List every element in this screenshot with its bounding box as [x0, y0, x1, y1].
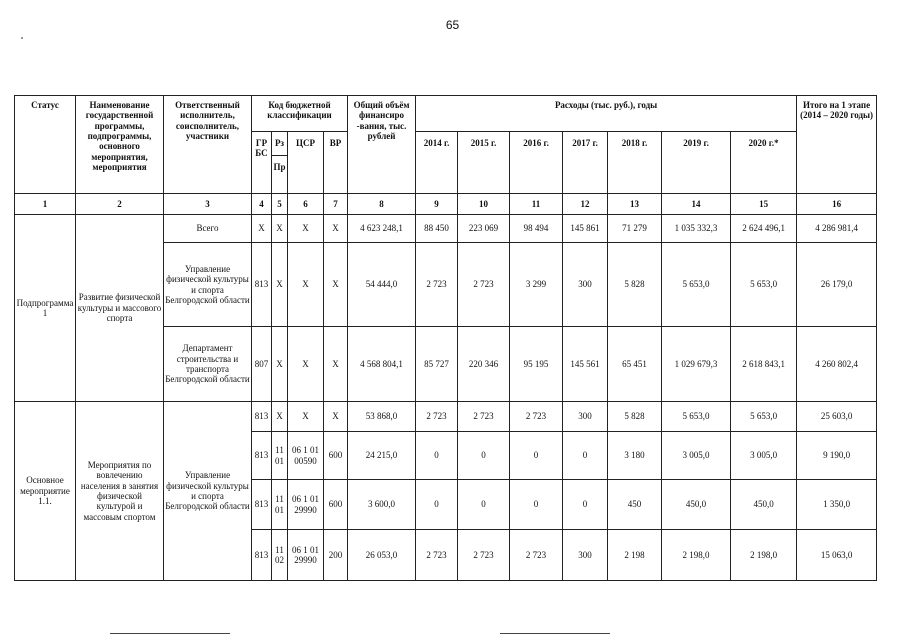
col-num: 11: [510, 194, 563, 215]
col-num: 12: [563, 194, 608, 215]
year-cell: 2 198,0: [662, 530, 731, 581]
grbs-cell: 807: [252, 327, 272, 402]
scan-speck: [21, 37, 23, 39]
year-cell: 3 005,0: [662, 432, 731, 480]
csr-cell: Х: [288, 215, 324, 243]
year-cell: 220 346: [458, 327, 510, 402]
header-name: Наименование государственной программы, подпрограммы, основного мероприятия, мероприятия: [76, 96, 164, 194]
header-year-2015: 2015 г.: [458, 132, 510, 194]
year-cell: 145 861: [563, 215, 608, 243]
year-cell: 300: [563, 243, 608, 327]
total-cell: 4 623 248,1: [348, 215, 416, 243]
csr-cell: 06 1 01 29990: [288, 530, 324, 581]
col-num: 4: [252, 194, 272, 215]
stage-total-cell: 25 603,0: [797, 402, 877, 432]
header-year-2020: 2020 г.*: [731, 132, 797, 194]
year-cell: 2 723: [416, 402, 458, 432]
status-cell: Подпрограмма 1: [15, 215, 76, 402]
footer-rule: [110, 633, 230, 634]
total-cell: 24 215,0: [348, 432, 416, 480]
rz-cell: Х: [272, 243, 288, 327]
col-num: 16: [797, 194, 877, 215]
col-num: 9: [416, 194, 458, 215]
grbs-cell: Х: [252, 215, 272, 243]
header-total: Общий объём финансиро -вания, тыс. рублей: [348, 96, 416, 194]
col-num: 2: [76, 194, 164, 215]
year-cell: 88 450: [416, 215, 458, 243]
year-cell: 0: [458, 432, 510, 480]
rz-cell: Х: [272, 215, 288, 243]
year-cell: 2 198: [608, 530, 662, 581]
vr-cell: Х: [324, 327, 348, 402]
year-cell: 0: [563, 432, 608, 480]
page-number: 65: [445, 18, 460, 32]
csr-cell: Х: [288, 243, 324, 327]
header-expenses: Расходы (тыс. руб.), годы: [416, 96, 797, 132]
vr-cell: 600: [324, 432, 348, 480]
year-cell: 223 069: [458, 215, 510, 243]
grbs-cell: 813: [252, 432, 272, 480]
year-cell: 5 653,0: [662, 243, 731, 327]
header-vr: ВР: [324, 132, 348, 194]
stage-total-cell: 15 063,0: [797, 530, 877, 581]
rz-cell: Х: [272, 402, 288, 432]
year-cell: 3 299: [510, 243, 563, 327]
year-cell: 2 723: [458, 530, 510, 581]
table-row: [15, 402, 877, 432]
total-cell: 4 568 804,1: [348, 327, 416, 402]
year-cell: 2 723: [510, 402, 563, 432]
year-cell: 1 035 332,3: [662, 215, 731, 243]
table-row: [15, 215, 877, 243]
total-cell: 53 868,0: [348, 402, 416, 432]
header-rz: Рз: [272, 132, 288, 156]
grbs-cell: 813: [252, 530, 272, 581]
grbs-cell: 813: [252, 402, 272, 432]
year-cell: 450,0: [662, 480, 731, 530]
col-num: 7: [324, 194, 348, 215]
year-cell: 5 828: [608, 402, 662, 432]
header-year-2014: 2014 г.: [416, 132, 458, 194]
year-cell: 0: [510, 432, 563, 480]
year-cell: 2 624 496,1: [731, 215, 797, 243]
year-cell: 2 723: [458, 402, 510, 432]
header-year-2018: 2018 г.: [608, 132, 662, 194]
header-budget-code: Код бюджетной классификации: [252, 96, 348, 132]
year-cell: 98 494: [510, 215, 563, 243]
header-pr: Пр: [272, 156, 288, 194]
year-cell: 145 561: [563, 327, 608, 402]
header-stage-total: Итого на 1 этапе (2014 – 2020 годы): [797, 96, 877, 194]
col-num: 6: [288, 194, 324, 215]
header-csr: ЦСР: [288, 132, 324, 194]
year-cell: 2 198,0: [731, 530, 797, 581]
vr-cell: Х: [324, 402, 348, 432]
header-year-2017: 2017 г.: [563, 132, 608, 194]
name-cell: Мероприятия по вовлечению населения в занятия физической культурой и массовым спортом: [76, 402, 164, 581]
year-cell: 2 723: [458, 243, 510, 327]
csr-cell: Х: [288, 402, 324, 432]
rz-cell: 11 01: [272, 480, 288, 530]
year-cell: 3 180: [608, 432, 662, 480]
year-cell: 450,0: [731, 480, 797, 530]
year-cell: 5 828: [608, 243, 662, 327]
csr-cell: 06 1 01 00590: [288, 432, 324, 480]
year-cell: 0: [510, 480, 563, 530]
rz-cell: Х: [272, 327, 288, 402]
col-num: 8: [348, 194, 416, 215]
vr-cell: Х: [324, 243, 348, 327]
stage-total-cell: 4 286 981,4: [797, 215, 877, 243]
budget-table: [14, 95, 877, 581]
rz-cell: 11 02: [272, 530, 288, 581]
responsible-cell: Управление физической культуры и спорта Белгородской области: [164, 243, 252, 327]
total-cell: 54 444,0: [348, 243, 416, 327]
year-cell: 450: [608, 480, 662, 530]
year-cell: 0: [416, 432, 458, 480]
header-year-2016: 2016 г.: [510, 132, 563, 194]
stage-total-cell: 9 190,0: [797, 432, 877, 480]
col-num: 5: [272, 194, 288, 215]
responsible-cell: Управление физической культуры и спорта Белгородской области: [164, 402, 252, 581]
year-cell: 2 618 843,1: [731, 327, 797, 402]
vr-cell: 200: [324, 530, 348, 581]
year-cell: 5 653,0: [662, 402, 731, 432]
year-cell: 5 653,0: [731, 402, 797, 432]
year-cell: 0: [563, 480, 608, 530]
stage-total-cell: 26 179,0: [797, 243, 877, 327]
header-grbs: ГР БС: [252, 132, 272, 194]
footer-rule: [500, 633, 610, 634]
year-cell: 71 279: [608, 215, 662, 243]
year-cell: 0: [416, 480, 458, 530]
column-number-row: [15, 194, 877, 215]
header-status: Статус: [15, 96, 76, 194]
grbs-cell: 813: [252, 480, 272, 530]
year-cell: 5 653,0: [731, 243, 797, 327]
year-cell: 2 723: [416, 243, 458, 327]
year-cell: 300: [563, 530, 608, 581]
year-cell: 300: [563, 402, 608, 432]
col-num: 1: [15, 194, 76, 215]
year-cell: 2 723: [416, 530, 458, 581]
total-cell: 26 053,0: [348, 530, 416, 581]
stage-total-cell: 4 260 802,4: [797, 327, 877, 402]
header-year-2019: 2019 г.: [662, 132, 731, 194]
year-cell: 2 723: [510, 530, 563, 581]
year-cell: 3 005,0: [731, 432, 797, 480]
responsible-cell: Департамент строительства и транспорта Белгородской области: [164, 327, 252, 402]
year-cell: 0: [458, 480, 510, 530]
col-num: 14: [662, 194, 731, 215]
csr-cell: Х: [288, 327, 324, 402]
year-cell: 1 029 679,3: [662, 327, 731, 402]
col-num: 10: [458, 194, 510, 215]
header-responsible: Ответственный исполнитель, соисполнитель, участники: [164, 96, 252, 194]
year-cell: 85 727: [416, 327, 458, 402]
col-num: 15: [731, 194, 797, 215]
year-cell: 95 195: [510, 327, 563, 402]
responsible-cell: Всего: [164, 215, 252, 243]
status-cell: Основное мероприятие 1.1.: [15, 402, 76, 581]
name-cell: Развитие физической культуры и массового спорта: [76, 215, 164, 402]
total-cell: 3 600,0: [348, 480, 416, 530]
rz-cell: 11 01: [272, 432, 288, 480]
vr-cell: 600: [324, 480, 348, 530]
year-cell: 65 451: [608, 327, 662, 402]
header-row-1: [15, 96, 877, 132]
col-num: 13: [608, 194, 662, 215]
grbs-cell: 813: [252, 243, 272, 327]
col-num: 3: [164, 194, 252, 215]
stage-total-cell: 1 350,0: [797, 480, 877, 530]
vr-cell: Х: [324, 215, 348, 243]
csr-cell: 06 1 01 29990: [288, 480, 324, 530]
